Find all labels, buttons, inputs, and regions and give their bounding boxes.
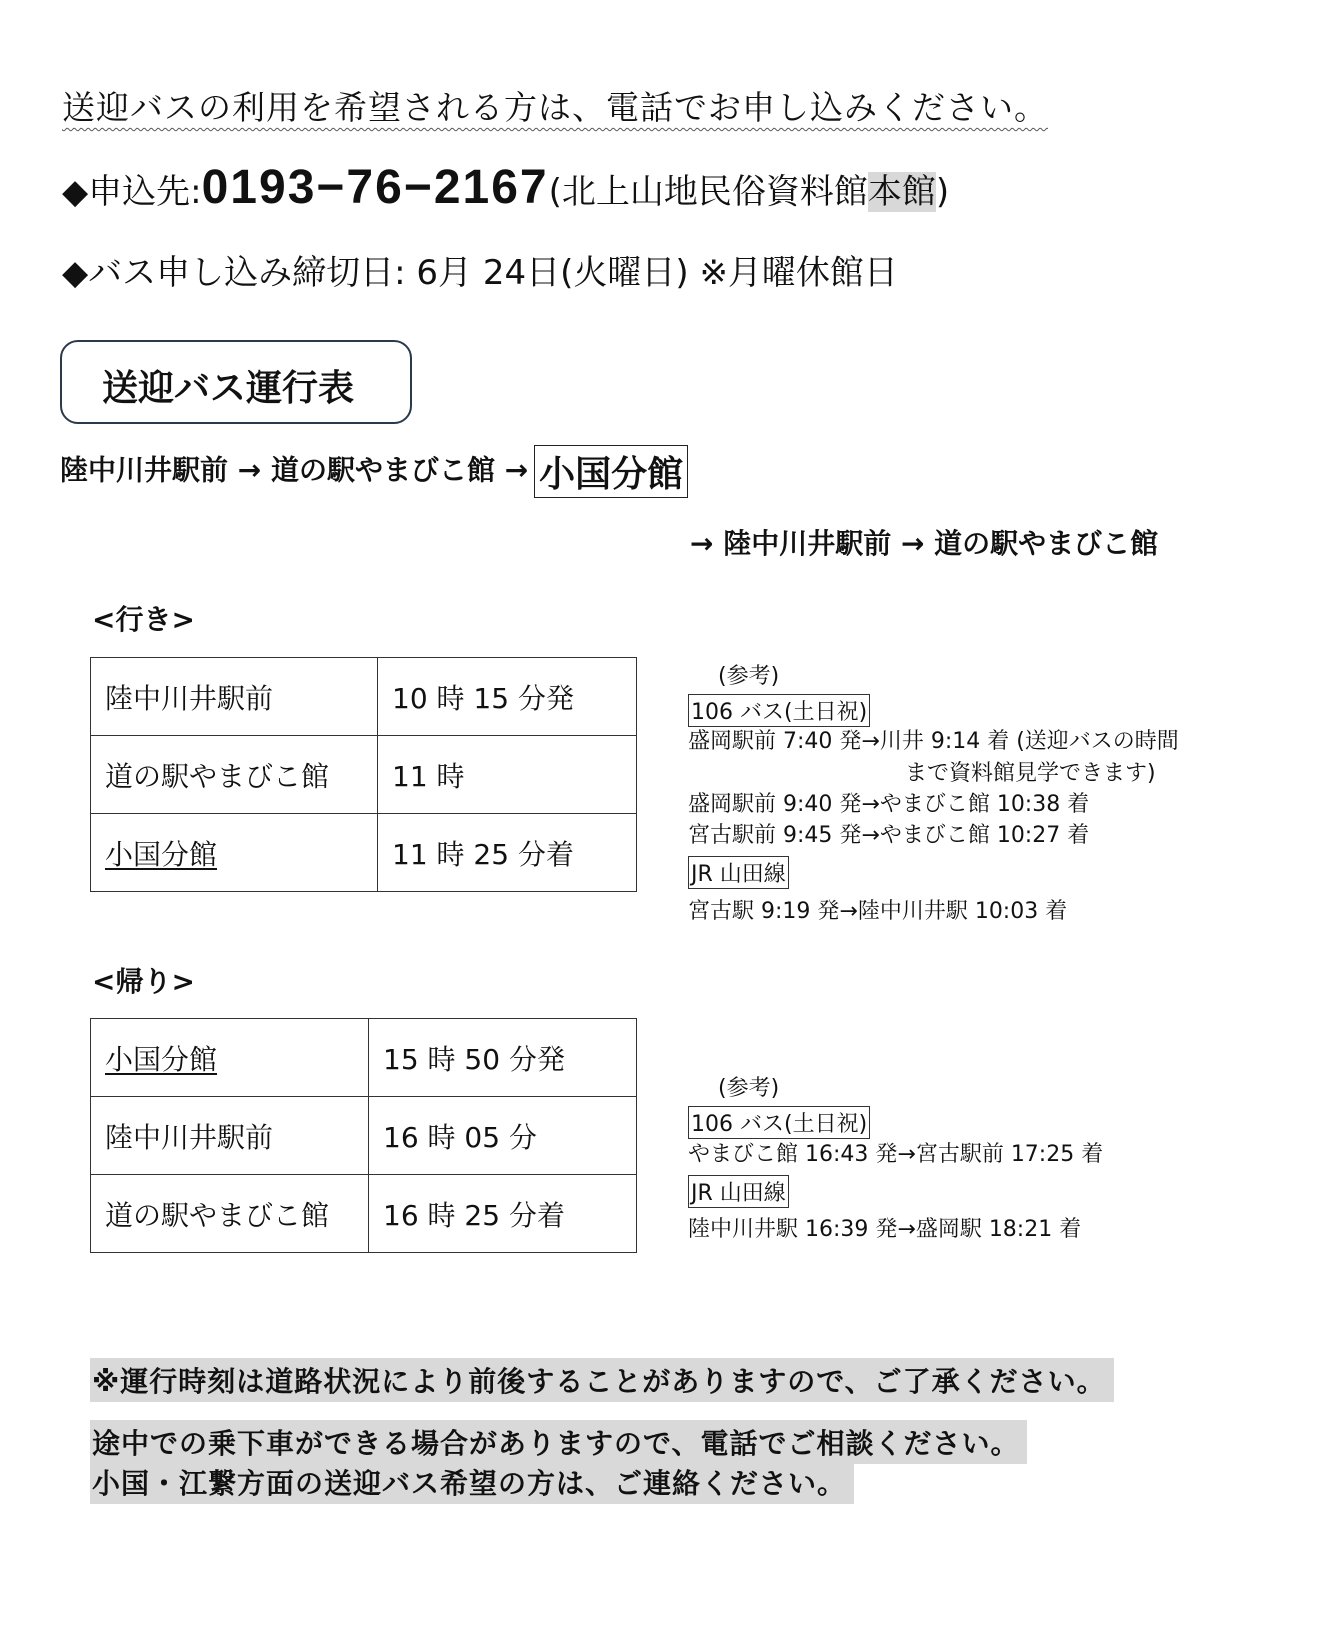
outbound-bus-tag-wrap [688,694,870,727]
stop-name-underlined: 小国分館 [105,837,218,871]
return-ref-label: (参考) [718,1076,780,1101]
outbound-table [90,657,637,892]
return-rail-tag: JR 山田線 [688,1175,789,1208]
outbound-ref-line-3: 盛岡駅前 9:40 発→やまびこ館 10:38 着 [688,792,1090,817]
outbound-rail-tag: JR 山田線 [688,856,789,889]
schedule-title-box [60,340,412,424]
outbound-ref-line-2: まで資料館見学できます) [905,761,1156,786]
stop-cell: 陸中川井駅前 [91,658,378,736]
time-cell: 11 時 25 分着 [378,814,637,892]
table-row [91,658,637,736]
route-destination: 小国分館 [534,445,688,498]
contact-org-highlight: 本館 [867,172,936,212]
contact-line [62,160,949,215]
return-heading: <帰り> [92,965,195,998]
schedule-title: 送迎バス運行表 [102,368,355,409]
contact-org-close: ) [935,172,950,212]
intro-text: 送迎バスの利用を希望される方は、電話でお申し込みください。 [62,88,1048,127]
return-bus-line: やまびこ館 16:43 発→宮古駅前 17:25 着 [688,1142,1104,1167]
stop-cell: 道の駅やまびこ館 [91,1175,369,1253]
return-rail-line: 陸中川井駅 16:39 発→盛岡駅 18:21 着 [688,1217,1082,1242]
deadline-text: ◆バス申し込み締切日: 6月 24日(火曜日) ※月曜休館日 [62,253,898,293]
stop-cell [91,814,378,892]
stop-cell: 道の駅やまびこ館 [91,736,378,814]
outbound-rail-tag-wrap [688,856,789,889]
time-cell: 15 時 50 分発 [369,1019,637,1097]
outbound-bus-tag: 106 バス(土日祝) [688,694,870,727]
table-row [91,736,637,814]
note-area: 小国・江繋方面の送迎バス希望の方は、ご連絡ください。 [90,1460,854,1504]
phone-number: 0193−76−2167 [201,161,549,214]
table-row [91,1097,637,1175]
stop-cell [91,1019,369,1097]
note-boarding: 途中での乗下車ができる場合がありますので、電話でご相談ください。 [90,1420,1027,1464]
route-line-2: → 陸中川井駅前 → 道の駅やまびこ館 [690,527,1159,560]
route-line-1 [60,445,688,498]
table-row [91,1019,637,1097]
contact-org: (北上山地民俗資料館 [548,172,868,212]
return-bus-tag: 106 バス(土日祝) [688,1106,870,1139]
time-cell: 11 時 [378,736,637,814]
note-timing: ※運行時刻は道路状況により前後することがありますので、ご了承ください。 [90,1358,1114,1402]
outbound-ref-label: (参考) [718,664,780,689]
stop-name-underlined: 小国分館 [105,1042,218,1076]
return-bus-tag-wrap [688,1106,870,1139]
outbound-ref-line-1: 盛岡駅前 7:40 発→川井 9:14 着 (送迎バスの時間 [688,729,1179,754]
table-row [91,1175,637,1253]
stop-cell: 陸中川井駅前 [91,1097,369,1175]
route-stops-1: 陸中川井駅前 → 道の駅やまびこ館 → [60,453,529,487]
return-rail-tag-wrap [688,1175,789,1208]
time-cell: 16 時 05 分 [369,1097,637,1175]
time-cell: 10 時 15 分発 [378,658,637,736]
outbound-rail-line: 宮古駅 9:19 発→陸中川井駅 10:03 着 [688,899,1068,924]
outbound-heading: <行き> [92,603,195,636]
contact-prefix: ◆申込先: [62,172,202,212]
table-row [91,814,637,892]
return-table [90,1018,637,1253]
outbound-ref-line-4: 宮古駅前 9:45 発→やまびこ館 10:27 着 [688,823,1090,848]
time-cell: 16 時 25 分着 [369,1175,637,1253]
